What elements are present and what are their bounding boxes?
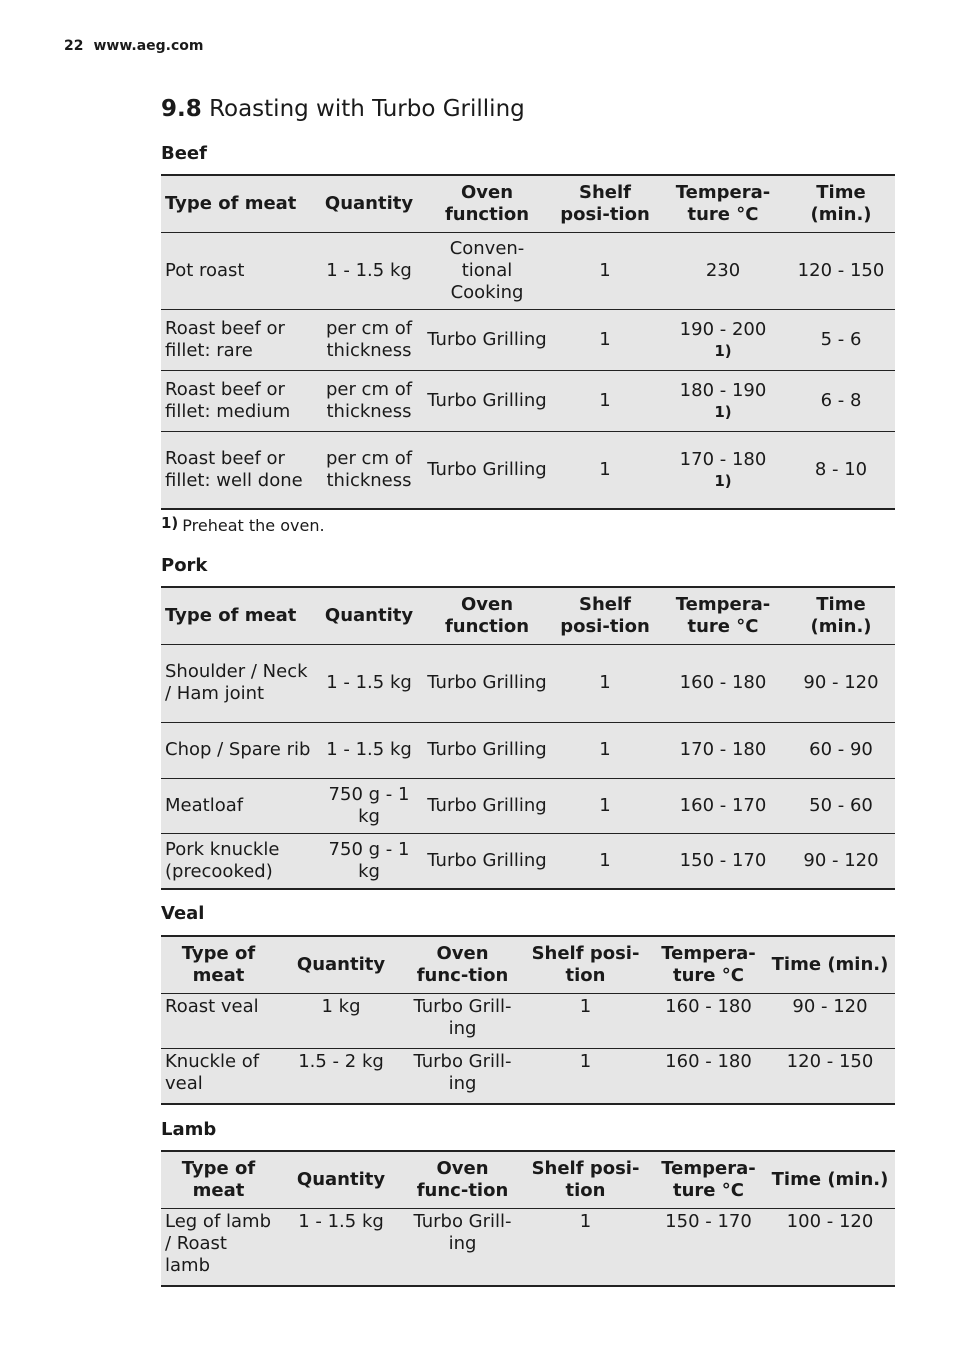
section-title [161,96,525,122]
col-type-of-meat: Type of meat [165,604,297,626]
lamb-heading: Lamb [161,1119,217,1140]
table-row: Chop / Spare rib 1 - 1.5 kg Turbo Grilling 1 170 - 180 60 - 90 [161,722,895,778]
beef-table [161,174,895,510]
table-row: Knuckle of veal 1.5 - 2 kg Turbo Grill-ing 1 160 - 180 120 - 150 [161,1048,895,1104]
footnote-ref: 1) [714,471,732,490]
table-row: Roast beef or fillet: rare per cm of thickness Turbo Grilling 1 190 - 200 1) 5 - 6 [161,309,895,370]
col-temperature: Tempera-ture °C [661,1157,756,1201]
col-shelf-position: Shelf posi-tion [531,1157,640,1201]
col-temperature: Tempera-ture °C [661,942,756,986]
col-temperature: Tempera-ture °C [675,593,771,637]
veal-table [161,935,895,1105]
footnote-mark: 1) [161,514,179,532]
col-shelf-position: Shelf posi-tion [531,942,640,986]
col-shelf-position: Shelf posi-tion [560,593,650,637]
lamb-table [161,1150,895,1287]
section-title-text: Roasting with Turbo Grilling [209,96,525,122]
table-row: Roast beef or fillet: medium per cm of thickness Turbo Grilling 1 180 - 190 1) 6 - 8 [161,370,895,431]
footnote-ref: 1) [714,402,732,421]
pork-header-row [161,587,895,644]
veal-heading: Veal [161,903,205,924]
table-row: Shoulder / Neck / Ham joint 1 - 1.5 kg Turbo Grilling 1 160 - 180 90 - 120 [161,644,895,722]
temp-cell: 180 - 190 1) [659,370,787,431]
beef-heading: Beef [161,143,207,164]
table-row: Roast beef or fillet: well done per cm of thickness Turbo Grilling 1 170 - 180 1) 8 - 10 [161,431,895,509]
col-type-of-meat: Type of meat [181,942,256,986]
beef-header-row [161,175,895,232]
footnote-ref: 1) [714,341,732,360]
pork-table [161,586,895,890]
col-oven-function: Oven func-tion [416,942,509,986]
col-time: Time (min.) [810,181,872,225]
col-shelf-position: Shelf posi-tion [560,181,650,225]
veal-header-row [161,936,895,993]
page-number: 22 [64,38,84,54]
col-oven-function: Oven function [444,593,530,637]
footnote-text: Preheat the oven. [182,516,325,535]
website-url: www.aeg.com [93,38,204,54]
col-oven-function: Oven function [444,181,530,225]
col-time: Time (min.) [810,593,872,637]
col-quantity: Quantity [324,192,414,214]
table-row: Roast veal 1 kg Turbo Grill-ing 1 160 - 180 90 - 120 [161,993,895,1048]
col-quantity: Quantity [296,953,386,975]
col-quantity: Quantity [324,604,414,626]
temp-cell: 190 - 200 1) [659,309,787,370]
col-temperature: Tempera-ture °C [675,181,771,225]
table-row: Meatloaf 750 g - 1 kg Turbo Grilling 1 160 - 170 50 - 60 [161,778,895,833]
col-type-of-meat: Type of meat [165,192,297,214]
table-row: Pork knuckle (precooked) 750 g - 1 kg Turbo Grilling 1 150 - 170 90 - 120 [161,833,895,889]
col-quantity: Quantity [296,1168,386,1190]
col-time: Time (min.) [771,953,889,975]
page-header [64,38,204,54]
table-row: Pot roast 1 - 1.5 kg Conven-tional Cooking 1 230 120 - 150 [161,232,895,309]
footnote [161,514,325,535]
pork-heading: Pork [161,555,208,576]
table-row: Leg of lamb / Roast lamb 1 - 1.5 kg Turbo Grill-ing 1 150 - 170 100 - 120 [161,1208,895,1286]
temp-cell: 170 - 180 1) [659,431,787,509]
col-time: Time (min.) [771,1168,889,1190]
lamb-header-row [161,1151,895,1208]
section-number: 9.8 [161,96,202,122]
col-type-of-meat: Type of meat [181,1157,256,1201]
col-oven-function: Oven func-tion [416,1157,509,1201]
